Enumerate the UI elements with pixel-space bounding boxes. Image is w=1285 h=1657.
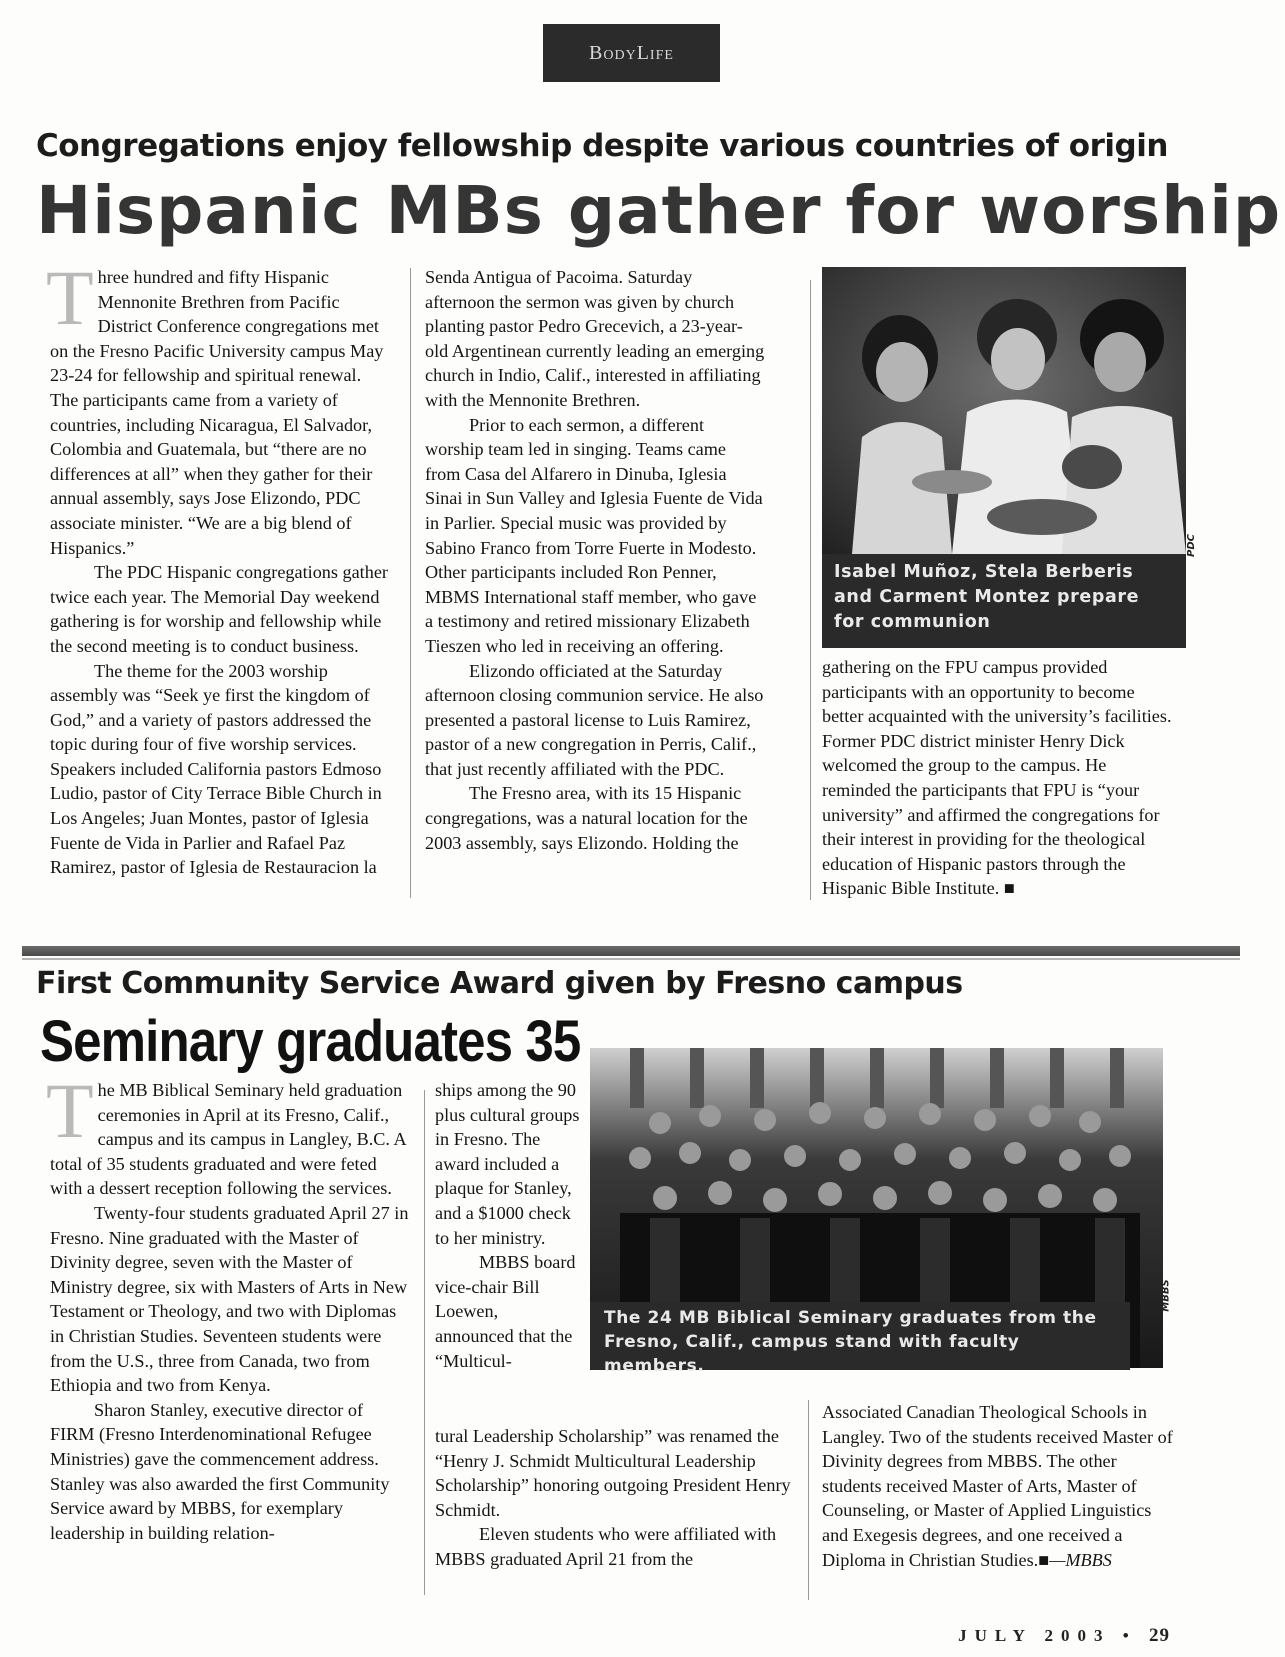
graduates-photo-credit: MBBS (1160, 1279, 1172, 1312)
article1-column-1 (46, 254, 390, 880)
article2-column-2a (435, 1078, 581, 1373)
article1-headline: Hispanic MBs gather for worship (36, 172, 1282, 249)
article2-paragraph: ships among the 90 plus cultural groups in Fresno. The award included a plaque for Stanley, and a $1000 check to her ministry. (435, 1080, 580, 1248)
column-rule (808, 1400, 809, 1600)
column-rule (424, 1090, 425, 1595)
article1-dropcap: T (46, 254, 94, 341)
article2-paragraph: Associated Canadian Theological Schools in Langley. Two of the students received Master of Divinity degrees from MBBS. The other students received Master of Arts, Master of Counseling, or Master of Applied Linguistics and Exegesis degrees, and one received a Diploma in Christian Studies. (822, 1402, 1173, 1570)
end-mark-icon: ■ (1003, 878, 1015, 899)
article2-dropcap: T (46, 1067, 94, 1154)
article2-column-1 (46, 1067, 410, 1545)
article1-paragraph: Prior to each sermon, a different worship team led in singing. Teams came from Casa del Alfarero in Dinuba, Iglesia Sinai in Sun Valley and Iglesia Fuente de Vida in Parlier. Special music was provided by Sabino Franco from Torre Fuerte in Modesto. Other participants included Ron Penner, MBMS International staff member, who gave a testimony and retired missionary Elizabeth Tieszen who led in receiving an offering. (425, 414, 763, 656)
graduates-photo-caption: The 24 MB Biblical Seminary graduates from the Fresno, Calif., campus stand with faculty members. (590, 1302, 1130, 1370)
article1-paragraph: The Fresno area, with its 15 Hispanic congregations, was a natural location for the 2003 assembly, says Elizondo. Holding the (425, 783, 748, 853)
end-mark-icon: ■ (1038, 1549, 1050, 1570)
article2-column-3 (822, 1400, 1178, 1572)
page-folio (958, 1625, 1170, 1647)
article2-paragraph: tural Leadership Scholarship” was renamed the “Henry J. Schmidt Multicultural Leadership Scholarship” honoring outgoing President Henry Schmidt. (435, 1426, 791, 1520)
article1-paragraph: Senda Antigua of Pacoima. Saturday afternoon the sermon was given by church planting pastor Pedro Grecevich, a 23-year-old Argentinean currently leading an emerging church in Indio, Calif., interested in affiliating with the Mennonite Brethren. (425, 267, 765, 410)
article1-column-3 (822, 655, 1177, 901)
article2-paragraph: Twenty-four students graduated April 27 in Fresno. Nine graduated with the Master of Divinity degree, seven with the Master of Ministry degree, six with Masters of Arts in New Testament or Theology, and two with Diplomas in Christian Studies. Seventeen students were from the U.S., three from Canada, two from Ethiopia and two from Kenya. (50, 1202, 409, 1396)
article1-paragraph: The PDC Hispanic congregations gather twice each year. The Memorial Day weekend gathering is for worship and fellowship while the second meeting is to conduct business. (50, 562, 388, 656)
article2-paragraph: Eleven students who were affiliated with MBBS graduated April 21 from the (435, 1524, 777, 1569)
article1-column-2 (425, 265, 765, 855)
folio-issue: JULY 2003 (958, 1626, 1111, 1645)
article2-kicker: First Community Service Award given by Fresno campus (36, 966, 963, 1001)
article2-byline: —MBBS (1049, 1549, 1112, 1570)
section-divider (22, 946, 1240, 956)
article2-paragraph: Sharon Stanley, executive director of FIRM (Fresno Interdenominational Refugee Ministries) gave the commencement address. Stanley was also awarded the first Community Service award by MBBS, for exemplary leadership in building relation- (50, 1399, 390, 1543)
communion-photo (822, 267, 1186, 554)
article1-paragraph: hree hundred and fifty Hispanic Mennonite Brethren from Pacific District Conference congregations met on the Fresno Pacific University campus May 23-24 for fellowship and spiritual renewal. The participants came from a variety of countries, including Nicaragua, El Salvador, Colombia and Guatemala, but “there are no differences at all” when they gather for their annual assembly, says Jose Elizondo, PDC associate minister. “We are a big blend of Hispanics.” (50, 267, 384, 558)
article1-kicker: Congregations enjoy fellowship despite various countries of origin (36, 128, 1168, 164)
article2-headline: Seminary graduates 35 (40, 1009, 581, 1074)
article1-paragraph: The theme for the 2003 worship assembly was “Seek ye first the kingdom of God,” and a variety of pastors addressed the topic during four of five worship services. Speakers included California pastors Edmoso Ludio, pastor of City Terrace Bible Church in Los Angeles; Juan Montes, pastor of Iglesia Fuente de Vida in Parlier and Rafael Paz Ramirez, pastor of Iglesia de Restauracion la (50, 660, 382, 878)
column-rule (810, 280, 811, 900)
folio-page-number: 29 (1149, 1625, 1170, 1646)
article1-paragraph: Elizondo officiated at the Saturday afternoon closing communion service. He also presented a pastoral license to Luis Ramirez, pastor of a new congregation in Perris, Calif., that just recently affiliated with the PDC. (425, 660, 764, 779)
column-rule (410, 268, 411, 898)
section-divider-thin (22, 958, 1240, 960)
article2-paragraph: he MB Biblical Seminary held graduation ceremonies in April at its Fresno, Calif., campus and its campus in Langley, B.C. A total of 35 students graduated and were feted with a dessert reception following the services. (50, 1080, 406, 1199)
article1-paragraph: gathering on the FPU campus provided participants with an opportunity to become better acquainted with the university’s facilities. Former PDC district minister Henry Dick welcomed the group to the campus. He reminded the participants that FPU is “your university” and affirmed the congregations for their interest in providing for the theological education of Hispanic pastors through the Hispanic Bible Institute. (822, 657, 1172, 899)
communion-photo-credit: PDC (1185, 534, 1197, 557)
folio-separator: • (1122, 1626, 1137, 1645)
article2-column-2b (435, 1424, 793, 1572)
communion-photo-caption: Isabel Muñoz, Stela Berberis and Carment Montez prepare for communion (822, 554, 1186, 648)
article2-paragraph: MBBS board vice-chair Bill Loewen, announced that the “Multicul- (435, 1252, 576, 1371)
section-tab: BodyLife (543, 24, 720, 82)
